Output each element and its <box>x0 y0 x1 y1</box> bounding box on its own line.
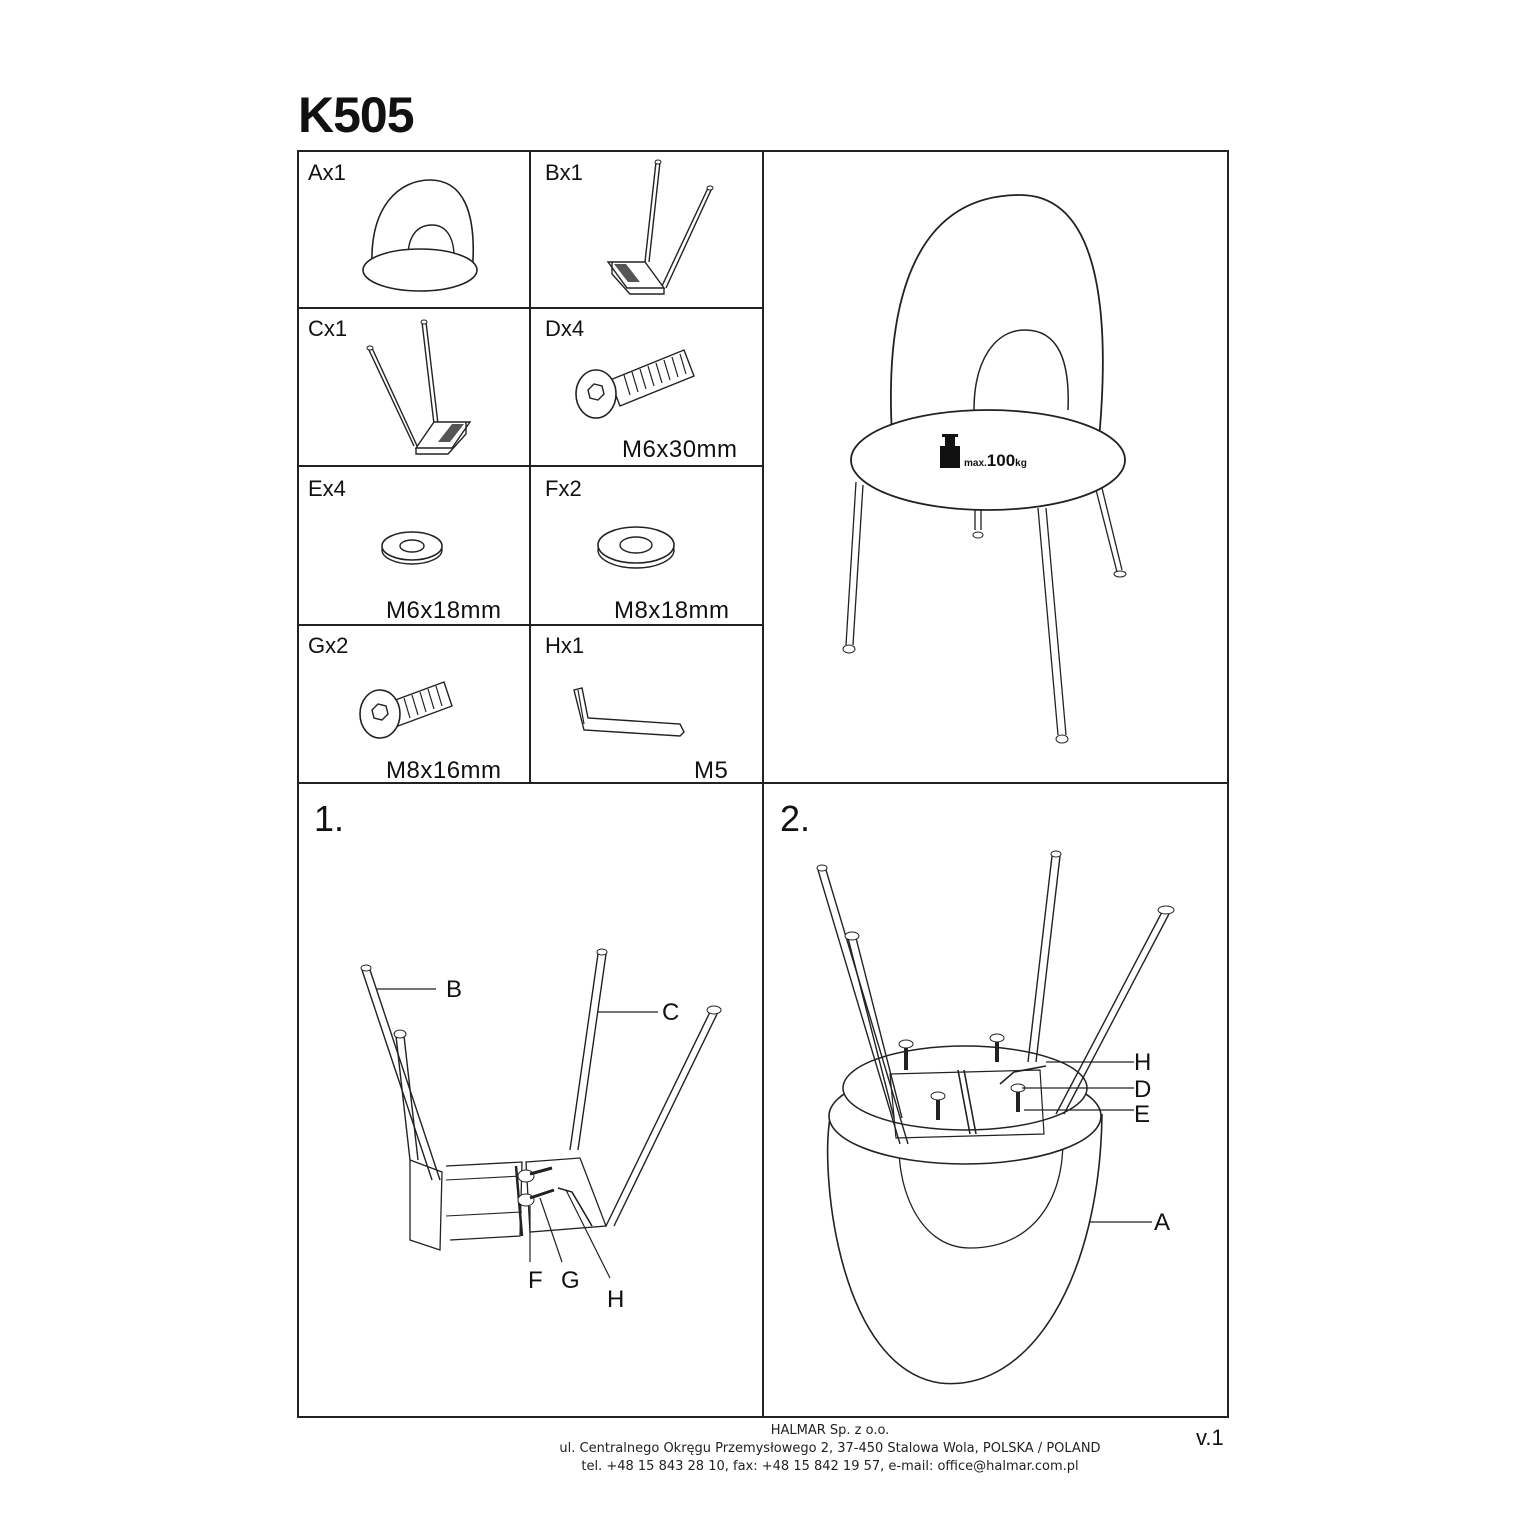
footer-contact: tel. +48 15 843 28 10, fax: +48 15 842 19 57, e-mail: office@halmar.com.pl <box>581 1459 1079 1474</box>
washer-e-icon <box>378 526 448 568</box>
hex-key-icon <box>568 684 692 744</box>
callout-h-step2: H <box>1134 1049 1152 1076</box>
footer-company: HALMAR Sp. z o.o. <box>770 1423 890 1438</box>
part-label-a: Ax1 <box>308 160 346 185</box>
washer-f-icon <box>594 520 680 572</box>
leg-frame-b-icon <box>600 158 720 298</box>
part-size-f: M8x18mm <box>614 597 730 624</box>
part-label-d: Dx4 <box>545 316 585 341</box>
callout-d: D <box>1134 1076 1152 1103</box>
callout-b: B <box>446 976 463 1003</box>
part-label-h: Hx1 <box>545 633 585 658</box>
document-title: K505 <box>298 87 414 143</box>
part-size-e: M6x18mm <box>386 597 502 624</box>
step-2-number: 2. <box>780 798 811 839</box>
version-label: v.1 <box>1196 1425 1224 1450</box>
bolt-g-icon <box>356 668 456 752</box>
part-size-h: M5 <box>694 757 729 784</box>
bolt-d-icon <box>574 340 704 435</box>
part-size-d: M6x30mm <box>622 436 738 463</box>
part-label-c: Cx1 <box>308 316 348 341</box>
step-1-illustration <box>340 940 740 1260</box>
part-label-f: Fx2 <box>545 476 582 501</box>
callout-f: F <box>528 1267 543 1294</box>
part-size-g: M8x16mm <box>386 757 502 784</box>
footer-address: ul. Centralnego Okręgu Przemysłowego 2, 37-450 Stalowa Wola, POLSKA / POLAND <box>559 1441 1101 1456</box>
seat-shell-icon <box>350 175 510 300</box>
part-label-b: Bx1 <box>545 160 583 185</box>
callout-g: G <box>561 1267 580 1294</box>
callout-h-step1: H <box>607 1286 625 1313</box>
callout-a: A <box>1154 1209 1171 1236</box>
part-label-g: Gx2 <box>308 633 349 658</box>
leg-frame-c-icon <box>358 318 478 458</box>
max-load-label: max.100kg <box>964 451 1027 470</box>
callout-e: E <box>1134 1101 1151 1128</box>
step-1-number: 1. <box>314 798 345 839</box>
callout-c: C <box>662 999 680 1026</box>
part-label-e: Ex4 <box>308 476 346 501</box>
